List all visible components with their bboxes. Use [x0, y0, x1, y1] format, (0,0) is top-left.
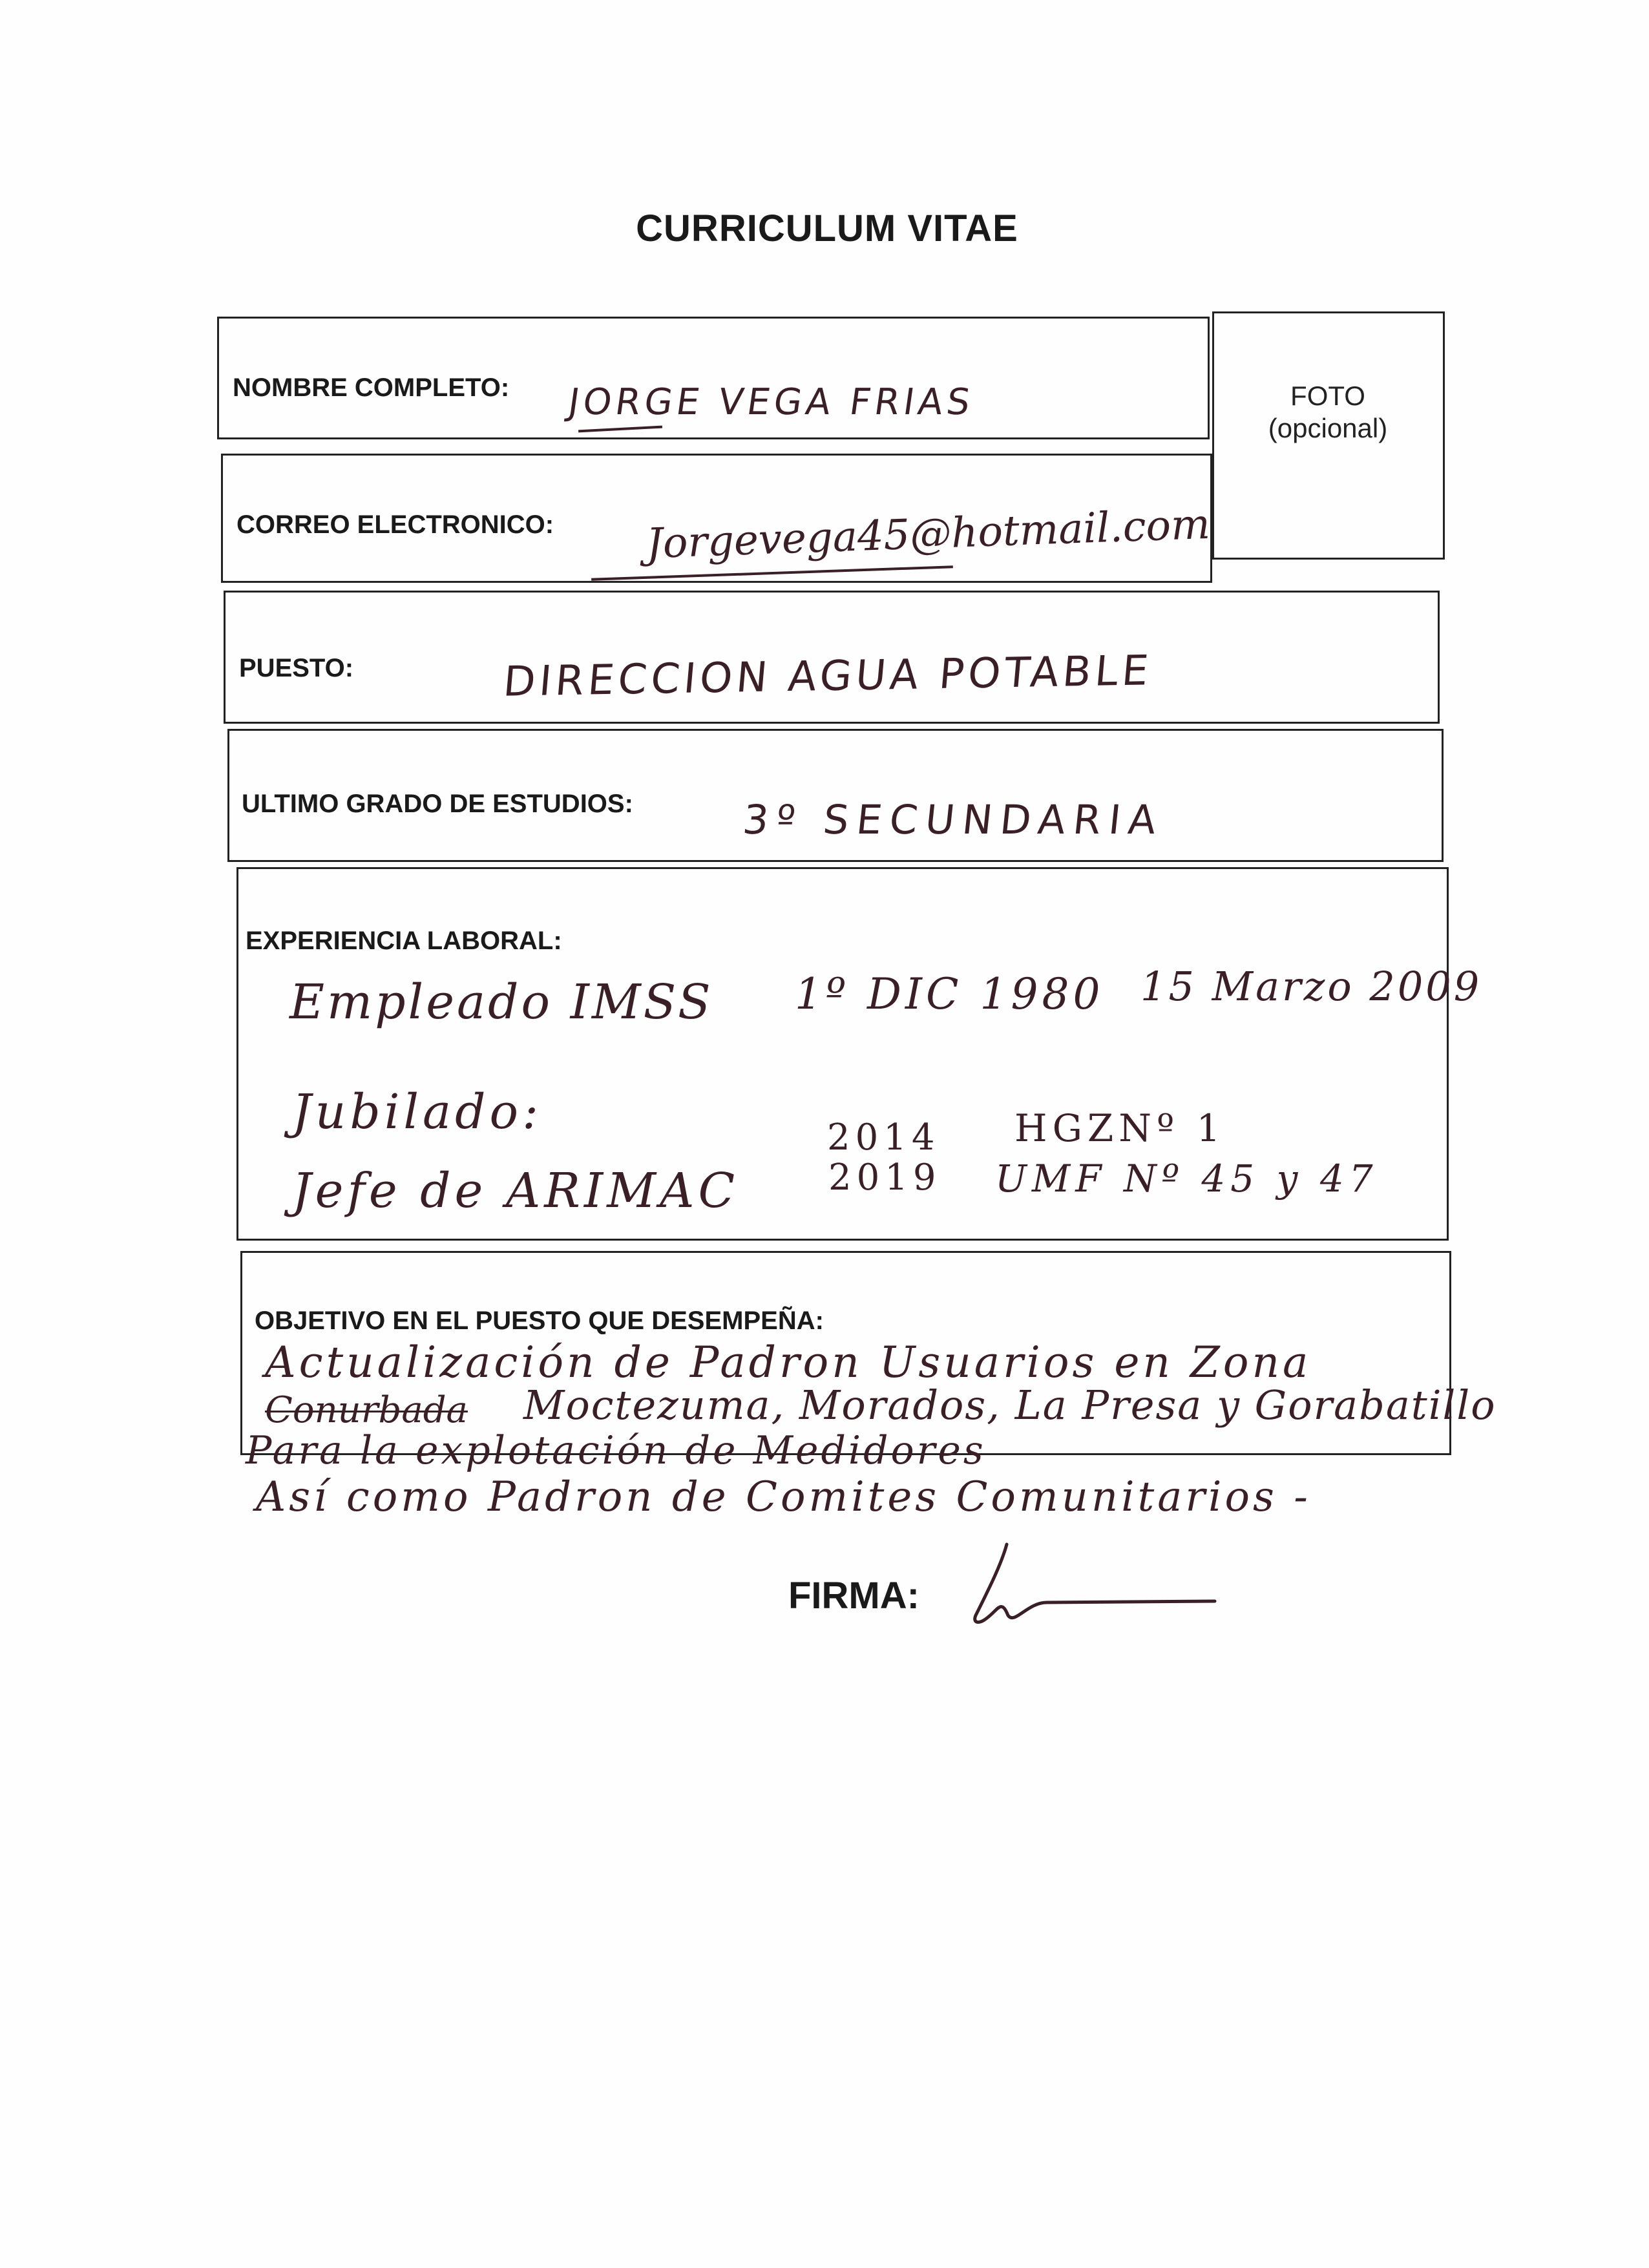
foto-label: FOTO	[1290, 381, 1365, 411]
exp-line1-fin: 15 Marzo 2009	[1140, 963, 1482, 1010]
document-title: CURRICULUM VITAE	[636, 207, 1018, 249]
foto-label-group	[1221, 380, 1434, 445]
exp-line1-puesto: Empleado IMSS	[289, 974, 713, 1030]
exp-line1-inicio: 1º DIC 1980	[795, 969, 1104, 1019]
estudios-label: ULTIMO GRADO DE ESTUDIOS:	[242, 790, 633, 818]
objetivo-line3: Para la explotación de Medidores	[246, 1428, 986, 1473]
nombre-label: NOMBRE COMPLETO:	[233, 373, 510, 402]
nombre-value: JORGE VEGA FRIAS	[565, 381, 977, 423]
experiencia-label: EXPERIENCIA LABORAL:	[246, 927, 562, 955]
exp-line2-year: 2014	[827, 1117, 940, 1159]
exp-line3-year: 2019	[828, 1157, 941, 1199]
exp-line2-lugar: HGZNº 1	[1014, 1106, 1226, 1150]
correo-value: Jorgevega45@hotmail.com	[645, 500, 1211, 569]
estudios-value: 3º SECUNDARIA	[740, 796, 1166, 843]
objetivo-line2: Moctezuma, Morados, La Presa y Gorabatillo	[523, 1381, 1497, 1429]
signature	[963, 1538, 1221, 1641]
exp-line2-text: Jubilado:	[292, 1084, 542, 1140]
firma-label: FIRMA:	[788, 1575, 919, 1617]
puesto-value: DIRECCION AGUA POTABLE	[501, 647, 1155, 706]
objetivo-line4: Así como Padron de Comites Comunitarios -	[256, 1473, 1311, 1521]
objetivo-line2-struck: Conurbada	[265, 1389, 468, 1431]
foto-note: (opcional)	[1268, 413, 1388, 444]
objetivo-line1: Actualización de Padron Usuarios en Zona	[265, 1338, 1312, 1387]
exp-line3-lugar: UMF Nº 45 y 47	[995, 1157, 1378, 1201]
correo-label: CORREO ELECTRONICO:	[236, 510, 554, 539]
objetivo-label: OBJETIVO EN EL PUESTO QUE DESEMPEÑA:	[255, 1307, 824, 1335]
exp-line3-text: Jefe de ARIMAC	[292, 1163, 739, 1219]
puesto-label: PUESTO:	[239, 654, 354, 682]
